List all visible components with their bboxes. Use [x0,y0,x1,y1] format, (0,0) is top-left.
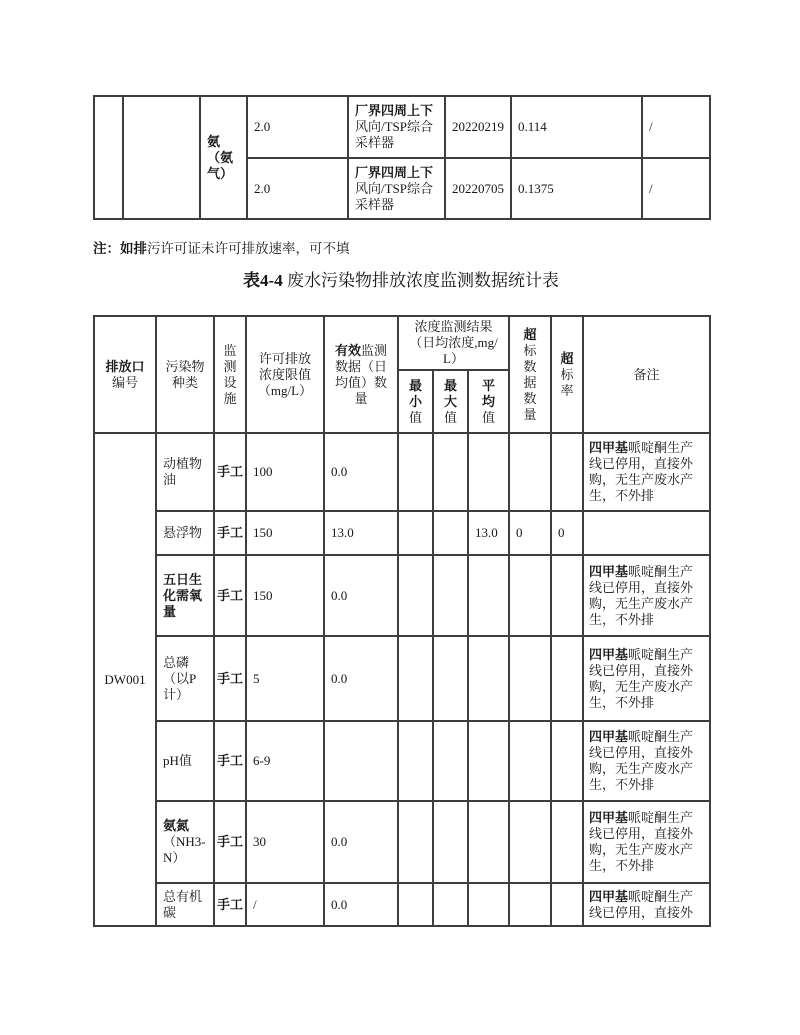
row-bod5 [94,555,710,636]
wastewater-monitoring-table [93,315,711,927]
cell-date: 20220705 [445,158,511,219]
cell-pollutant: 氨氮（NH3-N） [156,801,214,883]
cell-exceed-rate [551,883,583,926]
header-outlet-id: 排放口编号 [94,316,156,433]
cell-avg [468,433,509,511]
cell-remark: 四甲基哌啶酮生产线已停用，直接外购，无生产废水产生，不外排 [583,721,710,801]
cell-pollutant: 五日生化需氧量 [156,555,214,636]
row-total-organic-carbon [94,883,710,926]
header-permitted-limit: 许可排放浓度限值（mg/L） [246,316,324,433]
cell-outlet-id: DW001 [94,433,156,926]
cell-exceed-rate [551,721,583,801]
cell-exceed-rate: 0 [551,511,583,555]
cell-rate: / [642,96,710,158]
cell-valid-count: 0.0 [324,636,398,721]
cell-remark: 四甲基哌啶酮生产线已停用，直接外购，无生产废水产生，不外排 [583,433,710,511]
cell-facility: 手工 [214,721,246,801]
cell-max [433,801,468,883]
cell-min [398,511,433,555]
header-min-value: 最小值 [398,370,433,433]
cell-date: 20220219 [445,96,511,158]
cell-valid-count: 0.0 [324,433,398,511]
cell-max [433,721,468,801]
cell-exceed-rate [551,801,583,883]
table-row [94,96,710,158]
cell-sampler: 厂界四周上下风向/TSP综合采样器 [348,158,445,219]
cell-limit: 30 [246,801,324,883]
cell-exceed-rate [551,433,583,511]
ammonia-monitoring-table [93,95,711,220]
cell-exceed-count [509,433,551,511]
row-animal-vegetable-oil [94,433,710,511]
cell-facility: 手工 [214,883,246,926]
cell-valid-count: 0.0 [324,801,398,883]
cell-min [398,636,433,721]
header-pollutant-type: 污染物种类 [156,316,214,433]
cell-exceed-rate [551,636,583,721]
cell-avg [468,636,509,721]
cell-avg [468,883,509,926]
cell-exceed-count [509,883,551,926]
cell-min [398,555,433,636]
cell-min [398,721,433,801]
header-remark: 备注 [583,316,710,433]
cell-facility: 手工 [214,555,246,636]
header-exceed-rate: 超标率 [551,316,583,433]
header-valid-data-count: 有效监测数据（日均值）数量 [324,316,398,433]
row-ammonia-nitrogen [94,801,710,883]
header-exceed-count: 超标数据数量 [509,316,551,433]
cell-empty-1 [94,96,123,219]
cell-limit: 100 [246,433,324,511]
cell-facility: 手工 [214,433,246,511]
cell-rate: / [642,158,710,219]
header-avg-value: 平均值 [468,370,509,433]
cell-exceed-count [509,636,551,721]
cell-value: 0.1375 [511,158,642,219]
cell-facility: 手工 [214,801,246,883]
cell-limit: 150 [246,555,324,636]
cell-remark: 四甲基哌啶酮生产线已停用，直接外 [583,883,710,926]
cell-remark [583,511,710,555]
cell-max [433,636,468,721]
cell-limit: 2.0 [247,158,348,219]
header-monitoring-facility: 监测设施 [214,316,246,433]
cell-min [398,801,433,883]
cell-exceed-count [509,555,551,636]
cell-limit: / [246,883,324,926]
cell-valid-count: 0.0 [324,555,398,636]
cell-avg [468,801,509,883]
cell-remark: 四甲基哌啶酮生产线已停用，直接外购，无生产废水产生，不外排 [583,636,710,721]
cell-pollutant: pH值 [156,721,214,801]
cell-max [433,511,468,555]
cell-value: 0.114 [511,96,642,158]
cell-max [433,433,468,511]
cell-limit: 6-9 [246,721,324,801]
cell-exceed-count [509,721,551,801]
row-suspended-solids [94,511,710,555]
cell-pollutant: 动植物油 [156,433,214,511]
cell-pollutant-ammonia [200,96,247,219]
row-total-phosphorus [94,636,710,721]
cell-max [433,883,468,926]
table-title: 表4-4 废水污染物排放浓度监测数据统计表 [243,271,559,290]
cell-min [398,883,433,926]
cell-pollutant: 悬浮物 [156,511,214,555]
cell-valid-count [324,721,398,801]
header-max-value: 最大值 [433,370,468,433]
cell-exceed-count [509,801,551,883]
cell-facility: 手工 [214,511,246,555]
cell-exceed-count: 0 [509,511,551,555]
cell-pollutant: 总磷（以P计） [156,636,214,721]
cell-max [433,555,468,636]
cell-limit: 2.0 [247,96,348,158]
pollutant-label: 氨（氨气） [207,133,234,181]
cell-sampler: 厂界四周上下风向/TSP综合采样器 [348,96,445,158]
header-concentration-result: 浓度监测结果（日均浓度,mg/L） [398,316,509,370]
cell-avg [468,721,509,801]
cell-limit: 150 [246,511,324,555]
cell-avg [468,555,509,636]
table-note: 注：如排污许可证未许可排放速率，可不填 [93,241,350,256]
cell-remark: 四甲基哌啶酮生产线已停用，直接外购，无生产废水产生，不外排 [583,801,710,883]
cell-exceed-rate [551,555,583,636]
cell-min [398,433,433,511]
cell-remark: 四甲基哌啶酮生产线已停用，直接外购，无生产废水产生，不外排 [583,555,710,636]
cell-pollutant: 总有机碳 [156,883,214,926]
cell-empty-2 [123,96,200,219]
cell-limit: 5 [246,636,324,721]
cell-valid-count: 0.0 [324,883,398,926]
cell-valid-count: 13.0 [324,511,398,555]
cell-avg: 13.0 [468,511,509,555]
row-ph [94,721,710,801]
header-row-top [94,316,710,370]
cell-facility: 手工 [214,636,246,721]
